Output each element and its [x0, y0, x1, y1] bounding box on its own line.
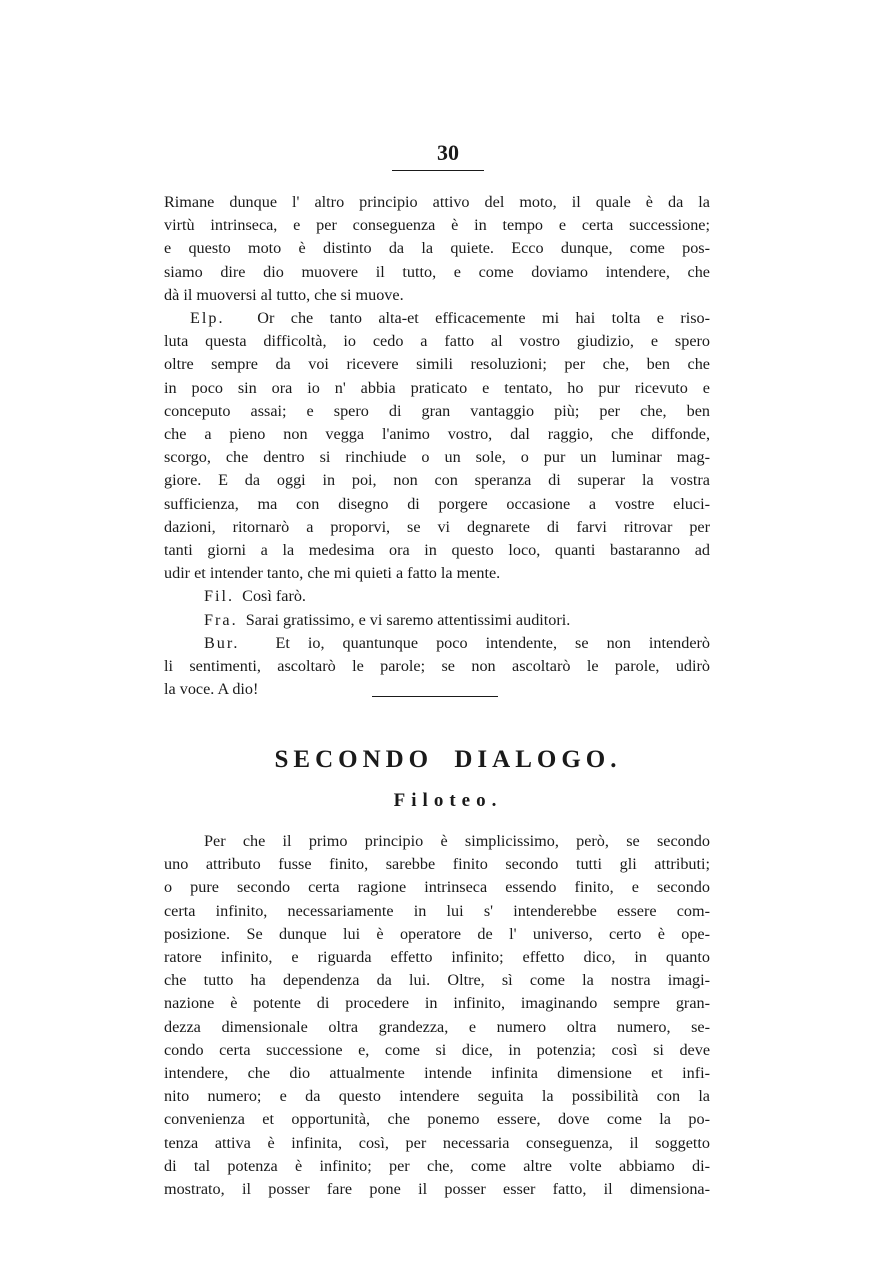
text-line: siamo dire dio muovere il tutto, e come doviamo intendere, che — [164, 262, 710, 281]
text-line: la voce. A dio! — [164, 680, 259, 699]
text-fragment: Sarai gratissimo, e vi saremo attentissimi auditori. — [245, 610, 571, 629]
text-line: udir et intender tanto, che mi quieti a fatto la mente. — [164, 564, 501, 583]
header-rule — [392, 170, 484, 171]
text-line: condo certa successione e, come si dice, in potenzia; così si deve — [164, 1040, 710, 1059]
first-section-text — [164, 191, 710, 701]
text-line: tanti giorni a la medesima ora in questo loco, quanti bastaranno ad — [164, 541, 710, 560]
text-line: nito numero; e da questo intendere seguita la possibilità con la — [164, 1087, 710, 1106]
speech-elp-first-line — [164, 307, 710, 330]
page-number: 30 — [437, 140, 459, 165]
text-line: dezza dimensionale oltra grandezza, e numero oltra numero, se- — [164, 1017, 710, 1036]
text-line: oltre sempre da voi ricevere simili resoluzioni; per che, ben che — [164, 355, 710, 374]
text-fragment: Et io, quantunque poco intendente, se non intenderò — [275, 633, 710, 652]
speaker-heading: Filoteo. — [393, 790, 503, 811]
text-line: tenza attiva è infinita, così, per necessaria conseguenza, il soggetto — [164, 1133, 710, 1152]
text-line: conceputo assai; e spero di gran vantaggio più; per che, ben — [164, 401, 710, 420]
text-line: dazioni, ritornarò a proporvi, se vi degnarete di farvi ritrovar per — [164, 517, 710, 536]
speech-bur-first-line — [164, 632, 710, 655]
speech-fra — [164, 609, 710, 632]
text-line: certa infinito, necessariamente in lui s' intenderebbe essere com- — [164, 901, 710, 920]
text-fragment: Or che tanto alta-et efficacemente mi hai tolta e riso- — [257, 309, 710, 328]
text-line: o pure secondo certa ragione intrinseca essendo finito, e secondo — [164, 878, 710, 897]
text-line: di tal potenza è infinito; per che, come altre volte abbiamo di- — [164, 1156, 710, 1175]
text-line: giore. E da oggi in poi, non con speranza di superar la vostra — [164, 471, 710, 490]
text-line: che a pieno non vegga l'animo vostro, dal raggio, che diffonde, — [164, 425, 710, 444]
text-line: intendere, che dio attualmente intende infinita dimensione et infi- — [164, 1064, 710, 1083]
speaker-name-fil: Fil. — [204, 587, 235, 606]
text-line: Rimane dunque l' altro principio attivo del moto, il quale è da la — [164, 193, 710, 211]
text-line: uno attributo fusse finito, sarebbe finito secondo tutti gli attributi; — [164, 855, 710, 874]
text-line: li sentimenti, ascoltarò le parole; se non ascoltarò le parole, udirò — [164, 657, 710, 676]
text-line: nazione è potente di procedere in infinito, imaginando sempre gran- — [164, 994, 710, 1013]
text-line: convenienza et opportunità, che ponemo essere, dove come la po- — [164, 1110, 710, 1129]
second-dialogue-text — [164, 830, 710, 1201]
text-line: che tutto ha dependenza da lui. Oltre, sì come la nostra imagi- — [164, 971, 710, 990]
text-line: mostrato, il posser fare pone il posser esser fatto, il dimensiona- — [164, 1180, 710, 1199]
speaker-name-elp: Elp. — [190, 309, 225, 328]
text-line: in poco sin ora io n' abbia praticato e tentato, ho pur ricevuto e — [164, 378, 710, 397]
text-line: sufficienza, ma con disegno di porgere occasione a vostre eluci- — [164, 494, 710, 513]
text-line: e questo moto è distinto da la quiete. Ecco dunque, come pos- — [164, 239, 710, 258]
text-fragment: Così farò. — [242, 587, 306, 606]
section-divider-rule — [372, 696, 498, 697]
speaker-name-fra: Fra. — [204, 610, 238, 629]
speech-fil — [164, 585, 710, 608]
speaker-name-bur: Bur. — [204, 633, 240, 652]
text-line: luta questa difficoltà, io cedo a fatto al vostro giudizio, e spero — [164, 332, 710, 351]
text-line: posizione. Se dunque lui è operatore de l' universo, certo è ope- — [164, 924, 710, 943]
text-line: Per che il primo principio è simplicissimo, però, se secondo — [204, 832, 710, 850]
text-line: virtù intrinseca, e per conseguenza è in tempo e certa successione; — [164, 216, 710, 235]
dialogue-title: SECONDO DIALOGO. — [274, 746, 622, 773]
text-line: dà il muoversi al tutto, che si muove. — [164, 285, 404, 304]
text-line: scorgo, che dentro si rinchiude o un sole, o pur un luminar mag- — [164, 448, 710, 467]
text-line: ratore infinito, e riguarda effetto infinito; effetto dico, in quanto — [164, 948, 710, 967]
